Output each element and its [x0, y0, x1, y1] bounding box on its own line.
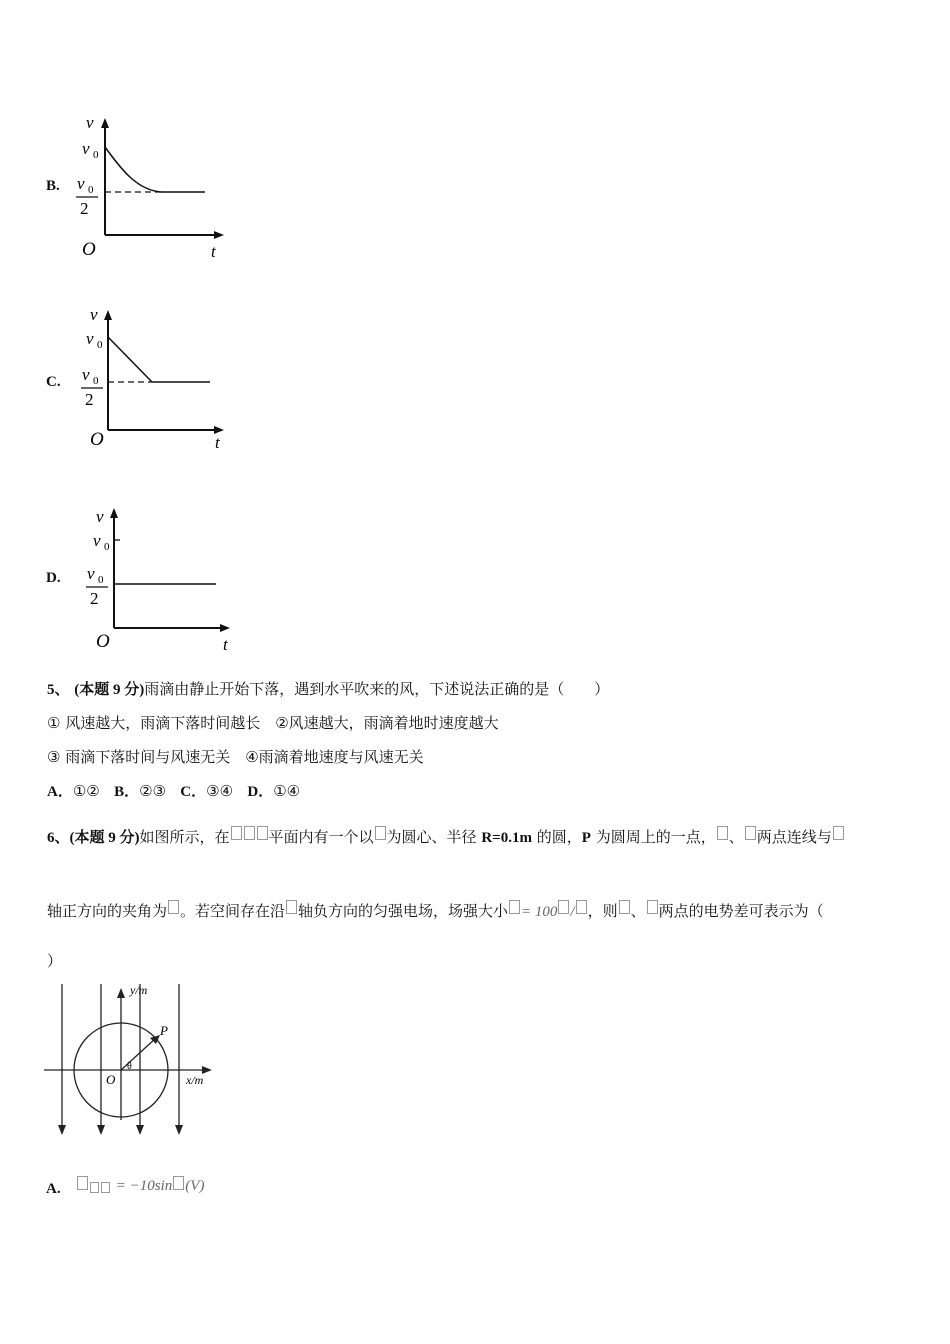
linear-decrease-line — [108, 337, 152, 382]
v0-sub: 0 — [93, 149, 99, 161]
graph-b — [68, 110, 238, 265]
frac-num: v — [77, 174, 85, 193]
q6-stem-line2: 轴正方向的夹角为 。若空间存在沿 轴负方向的匀强电场，场强大小 = 100 / ，则 、 两点的电势差可表示为（ — [47, 902, 824, 920]
graph-c — [72, 300, 242, 460]
svg-text:0: 0 — [104, 541, 110, 553]
svg-text:t: t — [215, 433, 220, 452]
svg-text:v: v — [86, 329, 94, 348]
decay-curve — [105, 147, 161, 192]
q6-option-a: = −10sin (V) — [76, 1176, 204, 1195]
t-label: t — [211, 242, 216, 261]
svg-text:O: O — [96, 631, 110, 652]
option-c-label: C. — [46, 374, 61, 390]
svg-text:0: 0 — [97, 339, 103, 351]
svg-text:0: 0 — [98, 574, 104, 586]
t-axis-arrow — [214, 231, 224, 239]
option-d-label: D. — [46, 570, 61, 586]
q6-figure — [40, 980, 225, 1140]
svg-text:O: O — [90, 429, 104, 450]
svg-text:y/m: y/m — [130, 983, 148, 997]
q5-options — [47, 780, 300, 801]
origin-label: O — [82, 239, 96, 260]
q5-option-d-label: D． — [247, 784, 274, 800]
q5-option-c: ③④ — [206, 782, 234, 800]
svg-text:P: P — [160, 1023, 168, 1038]
graph-d — [76, 498, 246, 658]
svg-text:t: t — [223, 635, 228, 654]
svg-text:v: v — [96, 507, 104, 526]
v-axis-arrow — [101, 118, 109, 128]
svg-text:v: v — [93, 531, 101, 550]
frac-den: 2 — [80, 199, 89, 218]
svg-text:v: v — [90, 305, 98, 324]
q5-option-b: ②③ — [139, 782, 166, 800]
q5-option-b-label: B． — [114, 784, 140, 800]
v-label: v — [86, 113, 94, 132]
svg-text:0: 0 — [93, 375, 99, 387]
svg-text:O: O — [106, 1072, 116, 1087]
q5-option-c-label: C． — [180, 784, 207, 800]
frac-sub: 0 — [88, 184, 94, 196]
q5-option-a-label: A． — [47, 784, 73, 800]
q5-option-d: ①④ — [273, 782, 301, 800]
q5-statement-2: ③ 雨滴下落时间与风速无关 ④雨滴着地速度与风速无关 — [47, 748, 424, 766]
svg-text:v: v — [87, 564, 95, 583]
q5-option-a: ①② — [72, 782, 100, 800]
q6-stem-line1: 6、(本题 9 分)如图所示，在 平面内有一个以 为圆心、半径 R=0.1m 的圆，P 为圆周上的一点， 、 两点连线与 — [47, 826, 845, 847]
q5-statement-1: ① 风速越大，雨滴下落时间越长 ②风速越大，雨滴着地时速度越大 — [47, 714, 499, 732]
q5-stem: 5、 (本题 9 分)雨滴由静止开始下落，遇到水平吹来的风，下述说法正确的是（ ） — [47, 680, 610, 698]
svg-text:2: 2 — [85, 390, 94, 409]
svg-text:x/m: x/m — [186, 1073, 204, 1087]
q6-option-a-label: A. — [46, 1181, 61, 1197]
option-b-label: B. — [46, 178, 60, 194]
svg-text:2: 2 — [90, 589, 99, 608]
svg-text:θ: θ — [127, 1061, 132, 1072]
svg-text:v: v — [82, 365, 90, 384]
v0-label: v — [82, 139, 90, 158]
q6-stem-line3: ） — [47, 952, 63, 970]
